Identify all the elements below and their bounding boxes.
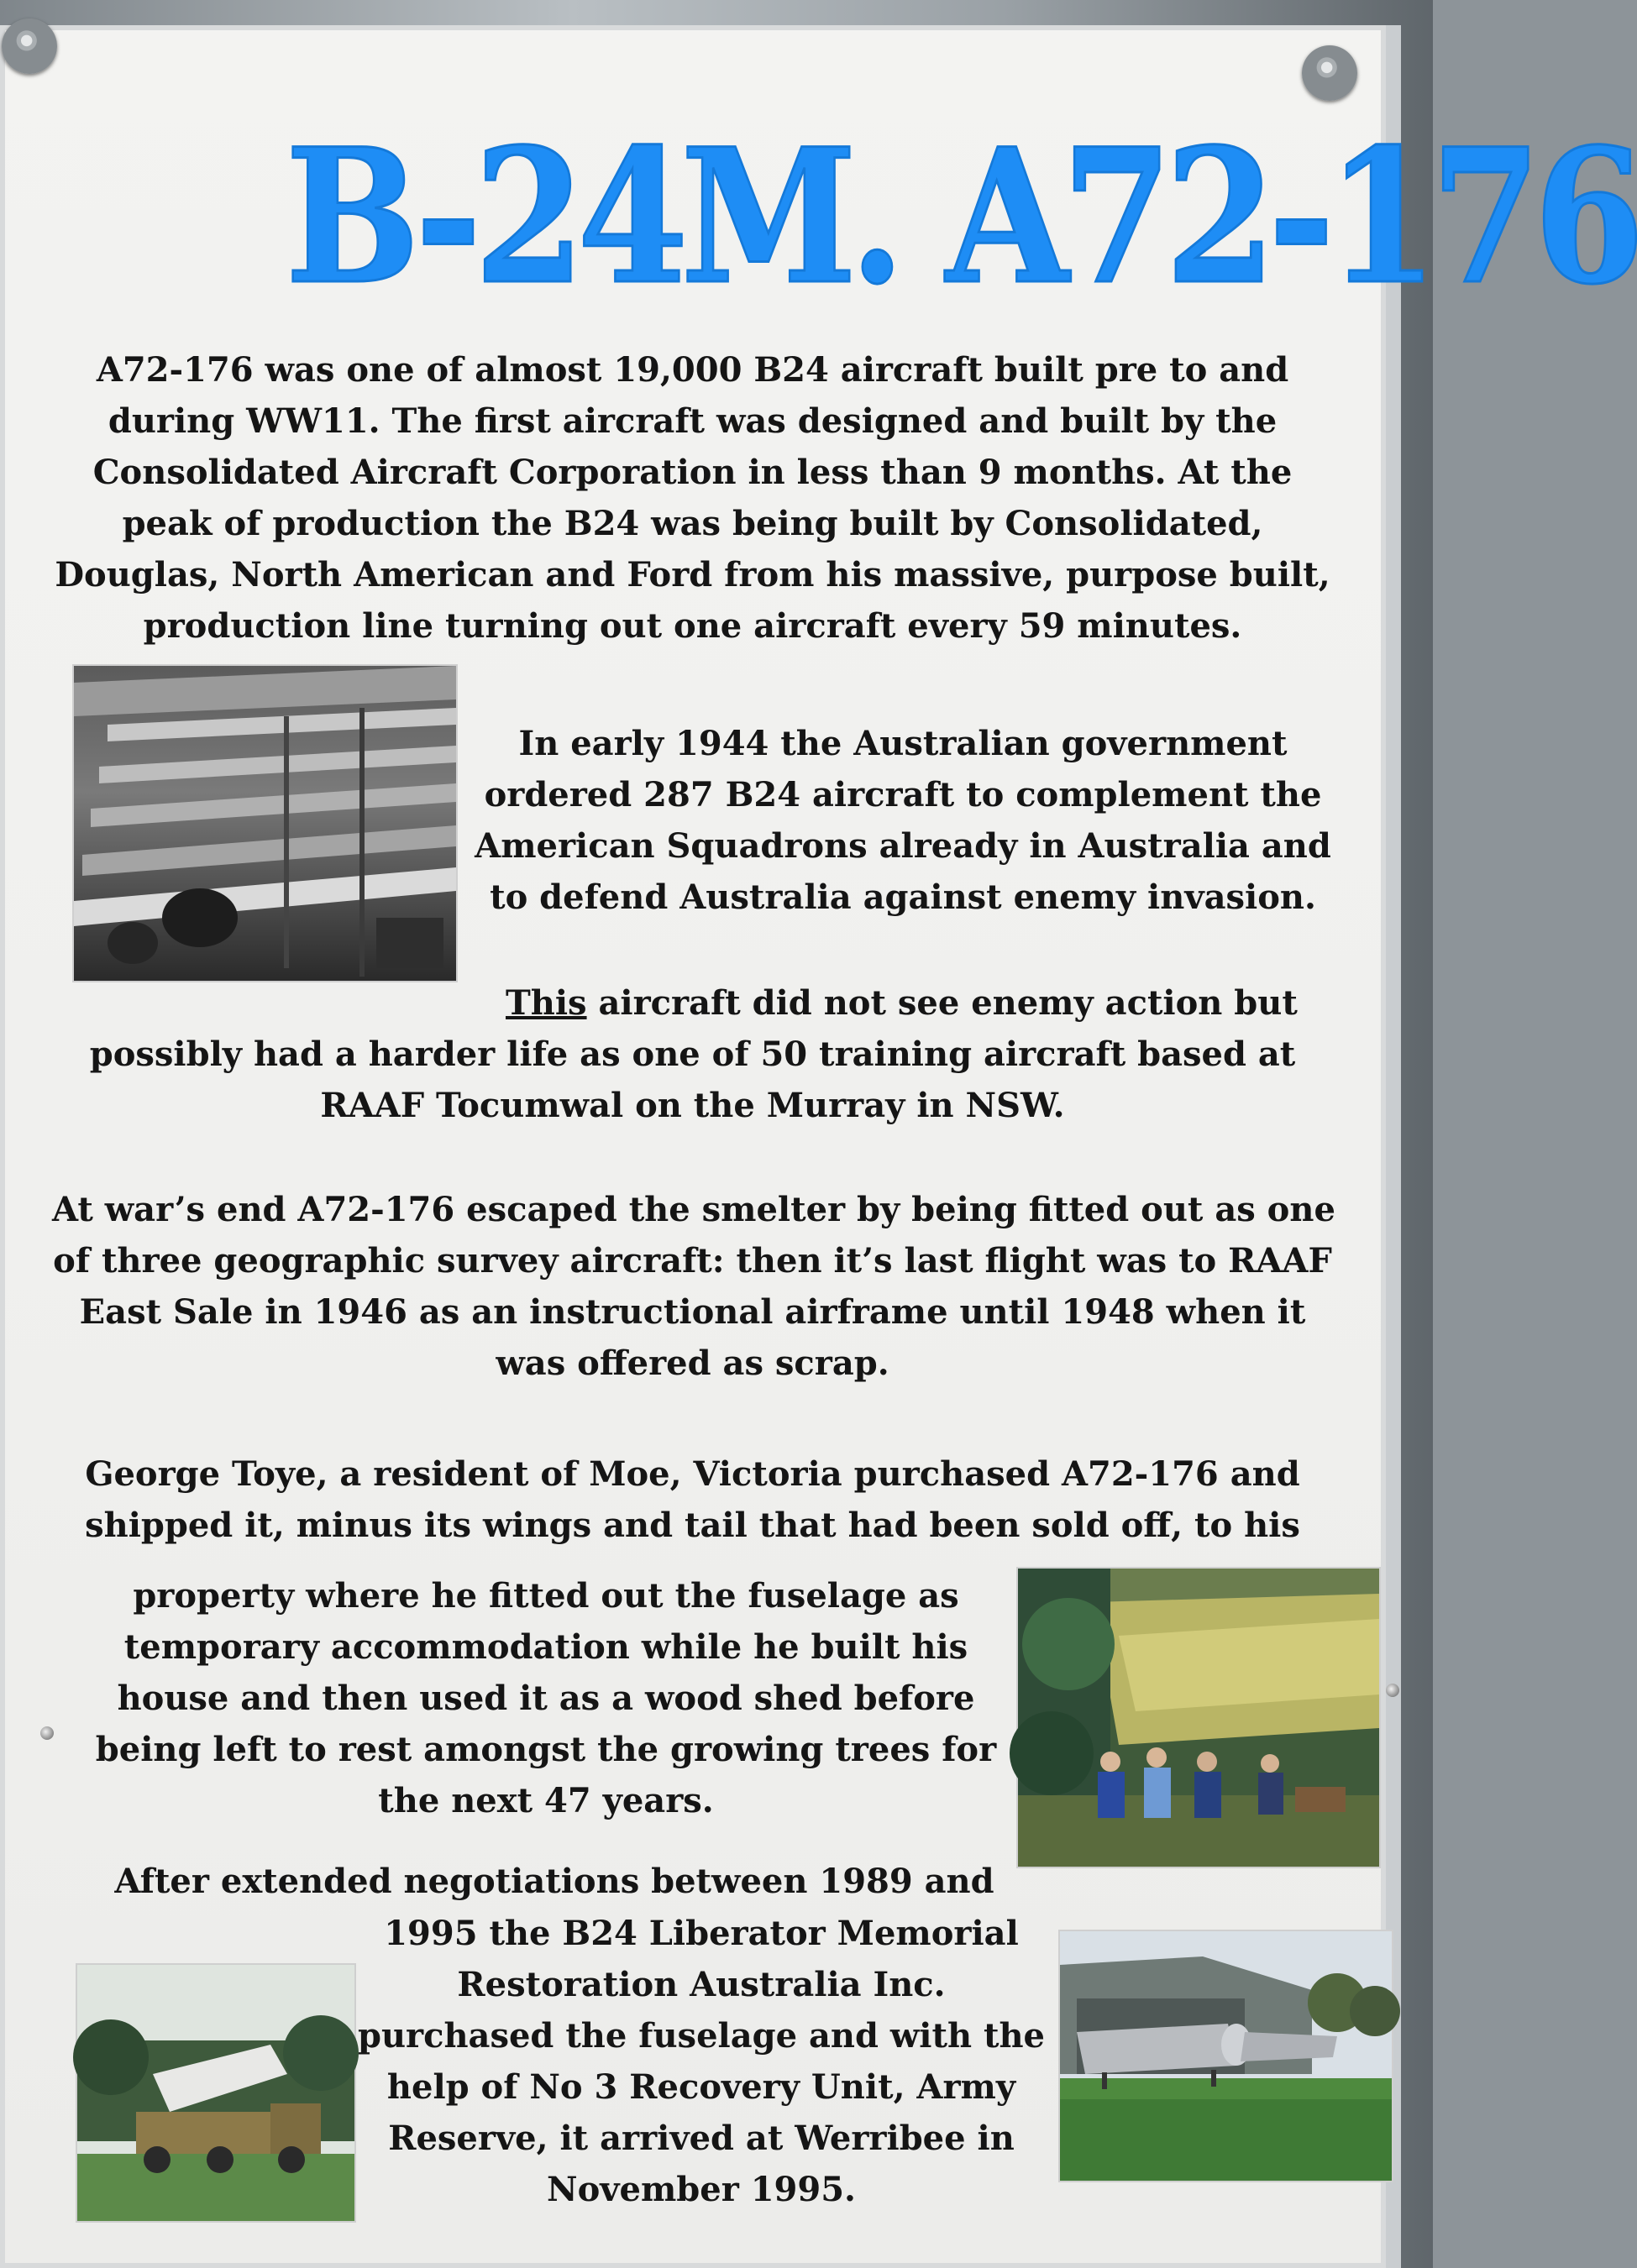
text-line: production line turning out one aircraft every 59 minutes.: [143, 606, 1242, 646]
text-line: peak of production the B24 was being built by Consolidated,: [122, 504, 1263, 543]
text-line: East Sale in 1946 as an instructional airframe until 1948 when it: [79, 1292, 1306, 1332]
text-line: during WW11. The first aircraft was designed and built by the: [108, 401, 1278, 441]
text-line: Douglas, North American and Ford from his massive, purpose built,: [55, 555, 1330, 594]
corner-bolt-top-left: [2, 18, 57, 74]
text-line: In early 1944 the Australian government: [518, 724, 1288, 763]
text-line: After extended negotiations between 1989 and: [114, 1862, 994, 1901]
text-line: the next 47 years.: [378, 1781, 714, 1820]
factory-photo-image: [74, 666, 456, 981]
paragraph-george-toye: [52, 1448, 1333, 1551]
text-line: Restoration Australia Inc.: [457, 1965, 946, 2004]
recovery-truck-image: [77, 1965, 354, 2221]
text-line: American Squadrons already in Australia and: [475, 826, 1331, 866]
text-line: ordered 287 B24 aircraft to complement the: [484, 775, 1322, 814]
text-line: November 1995.: [547, 2170, 856, 2209]
text-line: property where he fitted out the fuselage as: [133, 1576, 959, 1616]
text-line: Consolidated Aircraft Corporation in less than 9 months. At the: [92, 453, 1293, 492]
poster-title: B-24M. A72-176: [285, 107, 1637, 325]
text-line: being left to rest amongst the growing trees for: [95, 1730, 997, 1769]
photo-recovery-truck: [77, 1965, 354, 2221]
text-line: At war’s end A72-176 escaped the smelter by being fitted out as one: [52, 1190, 1335, 1229]
paragraph-training: [52, 977, 1333, 1131]
hangar-fuselage-image: [1060, 1931, 1392, 2181]
text-line: purchased the fuselage and with the: [357, 2016, 1045, 2056]
paragraph-restoration-first: [50, 1856, 1058, 1907]
text-line: shipped it, minus its wings and tail that had been sold off, to his: [85, 1506, 1300, 1545]
paragraph-war-end: [52, 1184, 1333, 1389]
text-line: to defend Australia against enemy invasion.: [490, 877, 1316, 917]
underlined-word: This: [506, 983, 587, 1023]
photo-fuselage-in-trees: [1018, 1569, 1379, 1867]
photo-hangar-fuselage: [1060, 1931, 1392, 2181]
text-line: A72-176 was one of almost 19,000 B24 aircraft built pre to and: [96, 350, 1289, 390]
text-line: house and then used it as a wood shed before: [117, 1679, 975, 1718]
text-fragment: aircraft did not see enemy action but: [586, 983, 1298, 1023]
text-line: was offered as scrap.: [496, 1344, 889, 1383]
text-line: of three geographic survey aircraft: then it’s last flight was to RAAF: [53, 1241, 1332, 1281]
text-line: George Toye, a resident of Moe, Victoria purchased A72-176 and: [85, 1454, 1300, 1494]
text-line: Reserve, it arrived at Werribee in: [388, 2119, 1015, 2158]
text-line: temporary accommodation while he built his: [123, 1627, 968, 1667]
text-line: help of No 3 Recovery Unit, Army: [386, 2067, 1016, 2107]
text-line: [52, 977, 1333, 1029]
text-line: RAAF Tocumwal on the Murray in NSW.: [320, 1086, 1065, 1125]
corner-bolt-top-right: [1302, 45, 1357, 101]
paragraph-restoration: [353, 1908, 1050, 2215]
paragraph-production: [52, 344, 1333, 652]
side-rivet-left: [40, 1726, 54, 1740]
side-rivet-right: [1386, 1684, 1399, 1697]
text-line: 1995 the B24 Liberator Memorial: [384, 1914, 1019, 1953]
photo-factory-line: [74, 666, 456, 981]
paragraph-australian-order: [466, 718, 1340, 923]
fuselage-trees-image: [1018, 1569, 1379, 1867]
paragraph-george-toye-continued: [84, 1570, 1008, 1826]
text-line: possibly had a harder life as one of 50 training aircraft based at: [89, 1034, 1296, 1074]
